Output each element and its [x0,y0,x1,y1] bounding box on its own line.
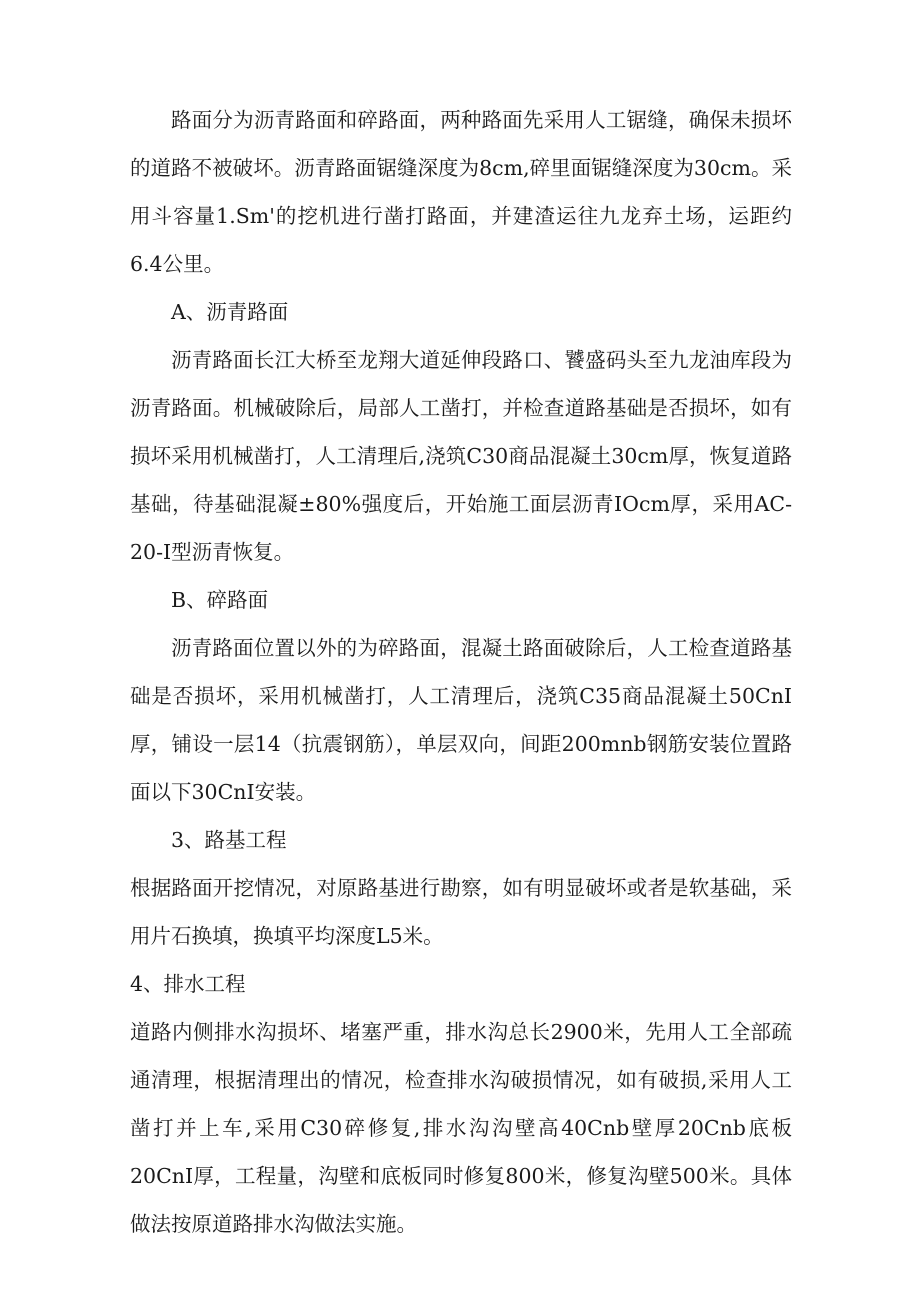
heading-gravel-road: B、碎路面 [171,588,269,612]
heading-drainage-works: 4、排水工程 [130,972,246,996]
paragraph-drainage-works: 道路内侧排水沟损坏、堵塞严重，排水沟总长2900米，先用人工全部疏通清理，根据清理出的情况，检查排水沟破损情况，如有破损,采用人工凿打并上车,采用C30碎修复,排水沟沟壁高40Cnb壁厚20Cnb底板20CnI厚，工程量，沟壁和底板同时修复800米，修复沟壁500米。具体做法按原道路排水沟做法实施。 [130,1020,792,1236]
paragraph-gravel-road: 沥青路面位置以外的为碎路面，混凝土路面破除后，人工检查道路基础是否损坏，采用机械凿打，人工清理后，浇筑C35商品混凝土50CnI厚，铺设一层14（抗震钢筋），单层双向，间距200mnb钢筋安装位置路面以下30CnI安装。 [130,636,792,804]
heading-subgrade-works: 3、路基工程 [171,828,287,852]
paragraph-asphalt-road: 沥青路面长江大桥至龙翔大道延伸段路口、饕盛码头至九龙油库段为沥青路面。机械破除后，局部人工凿打，并检查道路基础是否损坏，如有损坏采用机械凿打，人工清理后,浇筑C30商品混凝土30cm厚，恢复道路基础，待基础混凝±80%强度后，开始施工面层沥青IOcm厚，采用AC-20-I型沥青恢复。 [130,348,792,564]
paragraph-road-cutting: 路面分为沥青路面和碎路面，两种路面先采用人工锯缝，确保未损坏的道路不被破坏。沥青路面锯缝深度为8cm,碎里面锯缝深度为30cm。采用斗容量1.Sm'的挖机进行凿打路面，并建渣运往九龙弃土场，运距约6.4公里。 [130,108,792,276]
heading-asphalt-road: A、沥青路面 [171,300,289,324]
paragraph-subgrade-works: 根据路面开挖情况，对原路基进行勘察，如有明显破坏或者是软基础，采用片石换填，换填平均深度L5米。 [130,876,792,948]
document-body [130,96,792,1248]
